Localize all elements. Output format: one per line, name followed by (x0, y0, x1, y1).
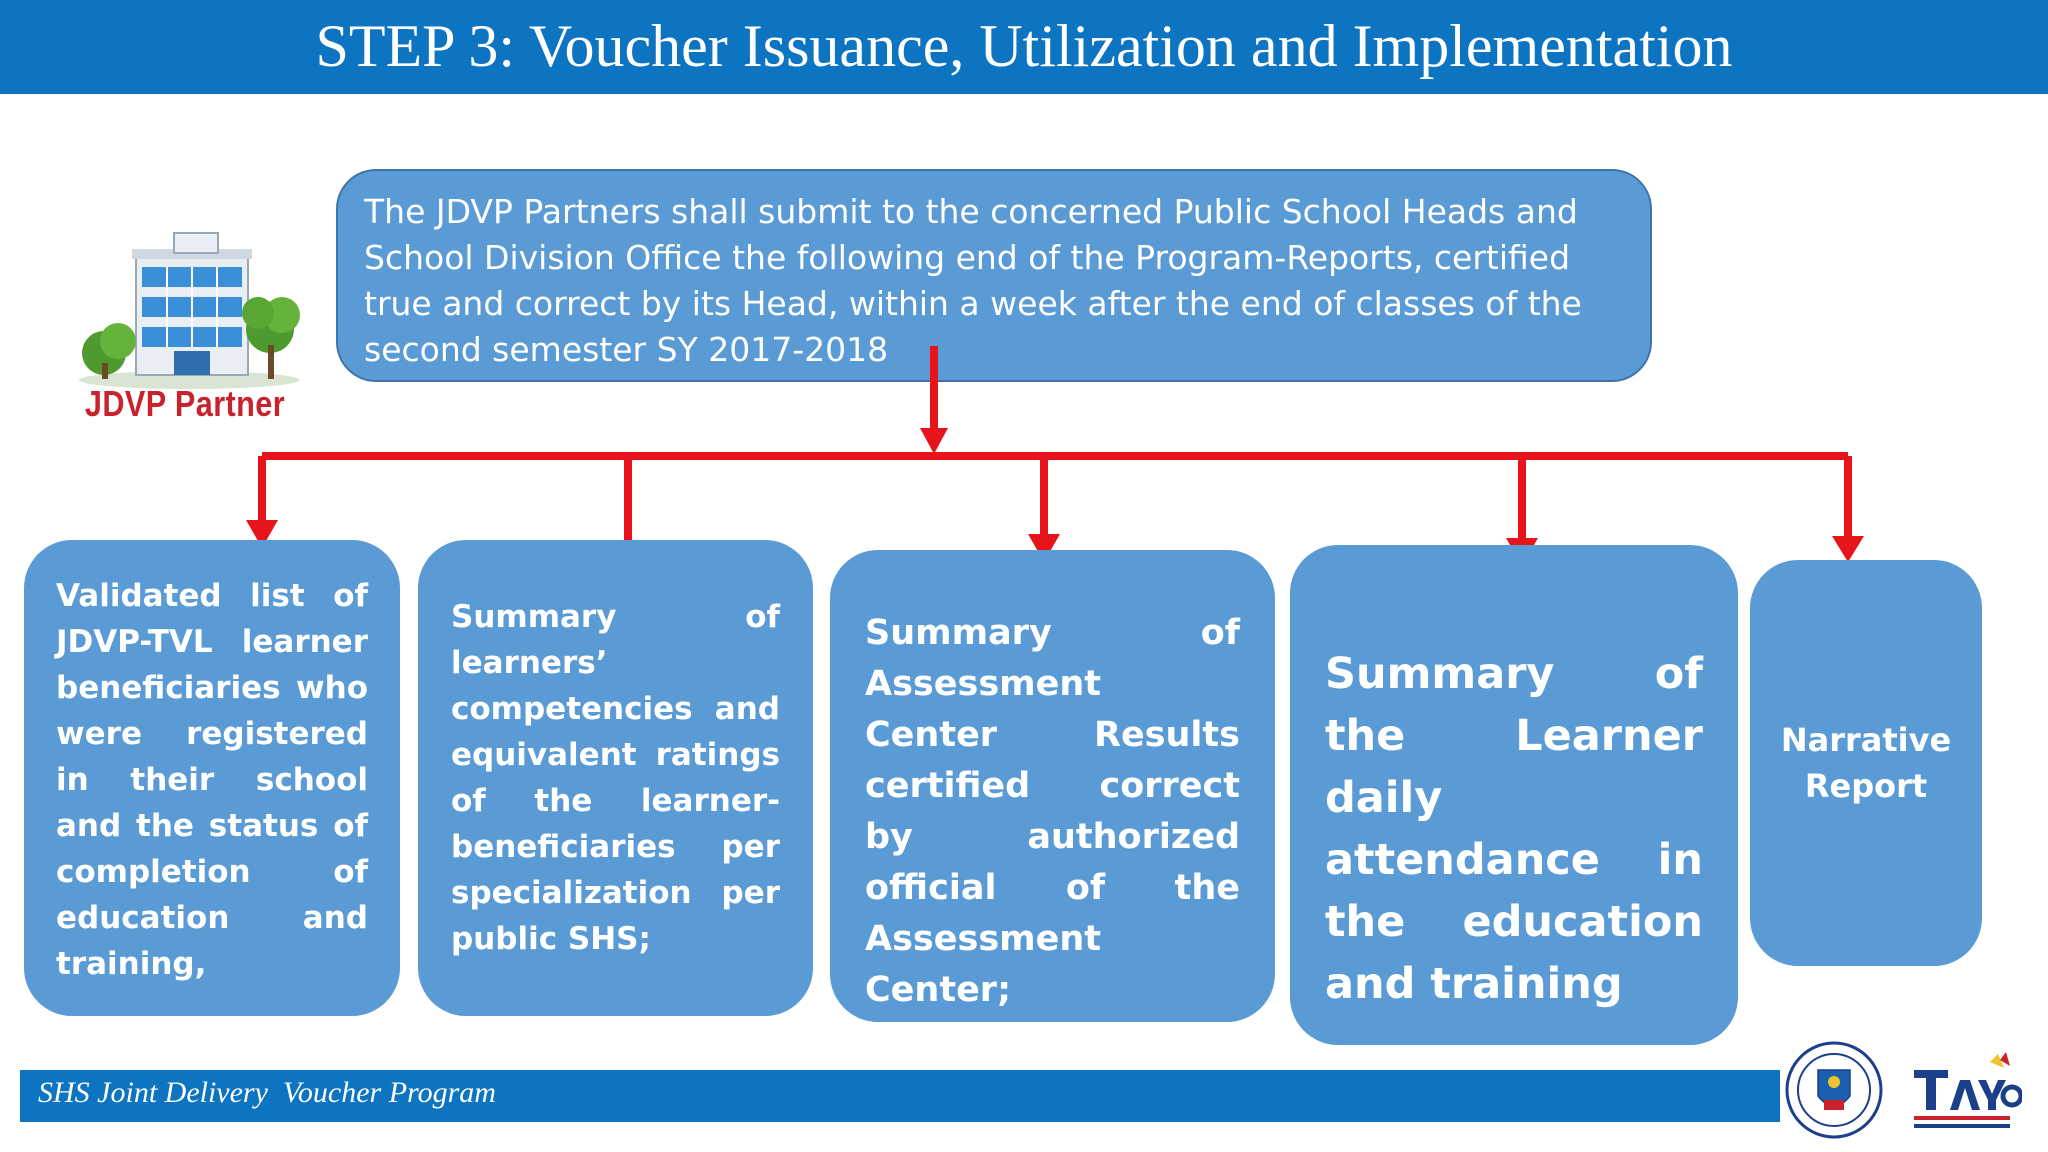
report-text: Validated list of JDVP-TVL learner beneficiaries who were registered in their school and the status of completion of education and training, (56, 578, 368, 982)
partner-label: JDVP Partner (84, 383, 286, 424)
report-card-narrative-report (1750, 560, 1982, 966)
footer-bar (20, 1070, 1780, 1122)
intro-text: The JDVP Partners shall submit to the concerned Public School Heads and School Division Office the following end of the Program-Reports, certified true and correct by its Head, within a week after the end of classes of the second semester SY 2017-2018 (364, 192, 1582, 369)
arrowhead-5 (1832, 536, 1864, 562)
intro-box (336, 169, 1652, 382)
report-text: Summary of Assessment Center Results certified correct by authorized official of the Assessment Center; (865, 613, 1240, 1010)
footer-text: SHS Joint Delivery Voucher Program (38, 1076, 496, 1109)
report-text: Summary of the Learner daily attendance in the education and training (1325, 649, 1703, 1009)
arrowhead-main (920, 428, 948, 454)
report-card-assessment-results (830, 550, 1275, 1022)
report-text: Summary of learners’ competencies and equivalent ratings of the learner-beneficiaries per specialization per public SHS; (451, 599, 780, 957)
tayo-para-sa-edukasyon-logo (1902, 1046, 2022, 1136)
report-card-competencies-summary (418, 540, 813, 1016)
deped-seal-logo (1784, 1040, 1884, 1140)
page-title: STEP 3: Voucher Issuance, Utilization and Implementation (315, 13, 1733, 79)
report-text: Narrative Report (1780, 721, 1952, 805)
title-bar (0, 0, 2048, 94)
report-card-validated-list (24, 540, 400, 1016)
report-card-attendance-summary (1290, 545, 1738, 1045)
building-icon (74, 225, 304, 390)
